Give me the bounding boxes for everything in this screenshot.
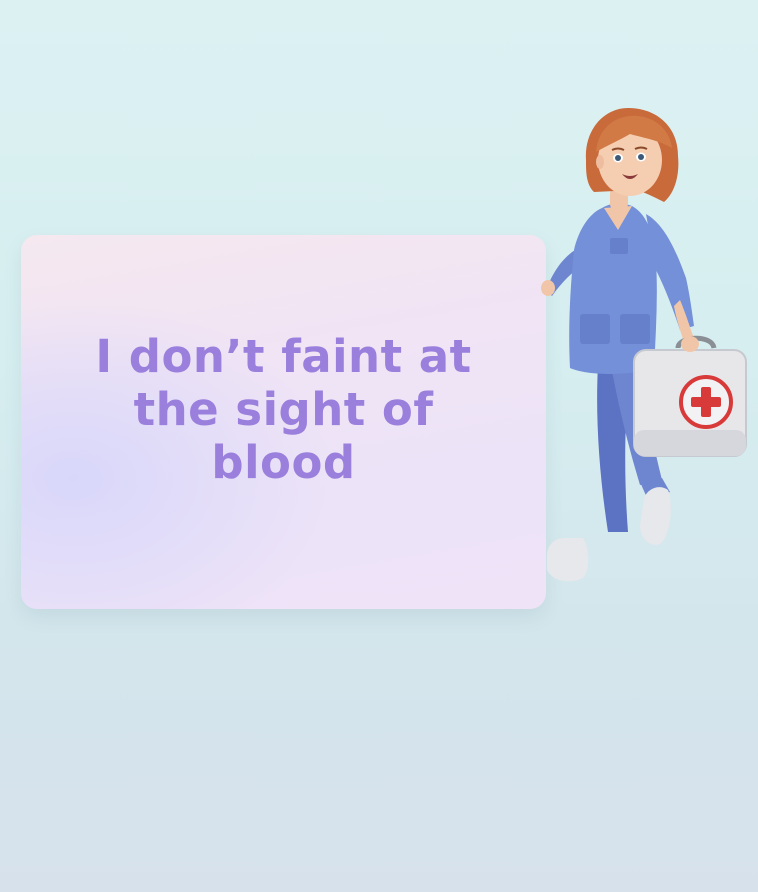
nurse-front-hand bbox=[681, 336, 699, 352]
first-aid-kit-icon bbox=[634, 338, 746, 456]
nurse-back-shoe bbox=[547, 538, 588, 581]
nurse-character-icon bbox=[540, 100, 755, 590]
nurse-back-hand bbox=[541, 280, 555, 296]
message-card bbox=[21, 235, 546, 609]
nurse-torso bbox=[569, 203, 657, 374]
nurse-chest-pocket bbox=[610, 238, 628, 254]
nurse-left-pocket bbox=[580, 314, 610, 344]
card-headline: I don’t faint at the sight of blood bbox=[95, 329, 472, 489]
nurse-front-shoe bbox=[640, 487, 671, 545]
nurse-right-pocket bbox=[620, 314, 650, 344]
